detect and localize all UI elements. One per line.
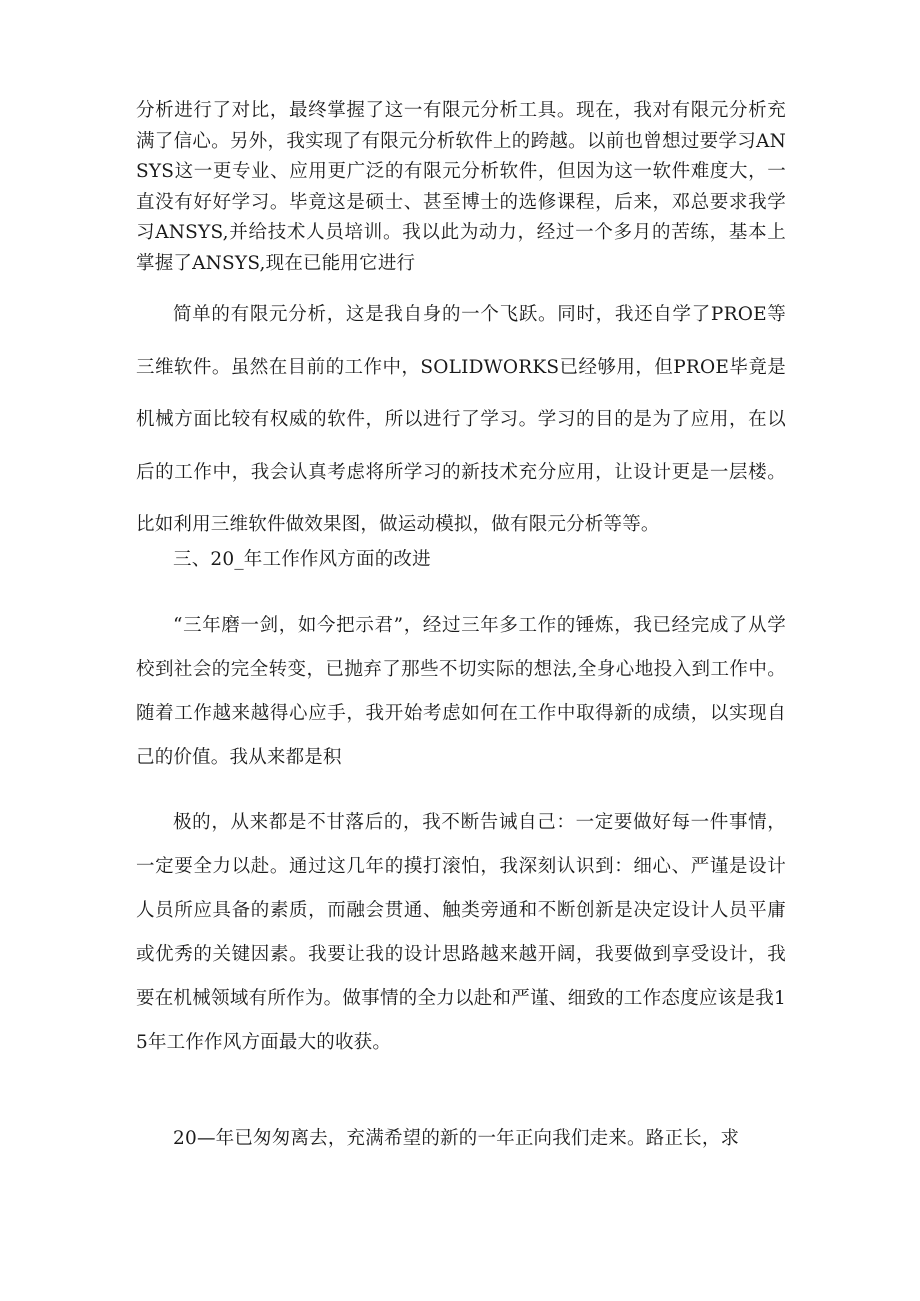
section-heading-work-style: 三、20_年工作作风方面的改进 — [173, 549, 431, 570]
paragraph-new-year: 20—年已匆匆离去，充满希望的新的一年正向我们走来。路正长，求 — [173, 1128, 740, 1149]
paragraph-three-years: “三年磨一剑，如今把示君”，经过三年多工作的锤炼，我已经完成了从学校到社会的完全转变，已抛弃了那些不切实际的想法,全身心地投入到工作中。随着工作越来越得心应手，我开始考虑如何在工作中取得新的成绩，以实现自己的价值。我从来都是积 — [136, 615, 786, 768]
paragraph-fea-software: 分析进行了对比，最终掌握了这一有限元分析工具。现在，我对有限元分析充满了信心。另外，我实现了有限元分析软件上的跨越。以前也曾想过要学习ANSYS这一更专业、应用更广泛的有限元分析软件，但因为这一软件难度大，一直没有好好学习。毕竟这是硕士、甚至博士的选修课程，后来，邓总要求我学习ANSYS,并给技术人员培训。我以此为动力，经过一个多月的苦练，基本上掌握了ANSYS,现在已能用它进行 — [136, 100, 786, 274]
paragraph-attitude: 极的，从来都是不甘落后的，我不断告诫自己：一定要做好每一件事情，一定要全力以赴。通过这几年的摸打滚怕，我深刻认识到：细心、严谨是设计人员所应具备的素质，而融会贯通、触类旁通和不断创新是决定设计人员平庸或优秀的关键因素。我要让我的设计思路越来越开阔，我要做到享受设计，我要在机械领域有所作为。做事情的全力以赴和严谨、细致的工作态度应该是我15年工作作风方面最大的收获。 — [136, 812, 786, 1053]
paragraph-3d-software: 简单的有限元分析，这是我自身的一个飞跃。同时，我还自学了PROE等三维软件。虽然在目前的工作中，SOLIDWORKS已经够用，但PROE毕竟是机械方面比较有权威的软件，所以进行了学习。学习的目的是为了应用，在以后的工作中，我会认真考虑将所学习的新技术充分应用，让设计更是一层楼。比如利用三维软件做效果图，做运动模拟，做有限元分析等等。 — [136, 304, 786, 535]
